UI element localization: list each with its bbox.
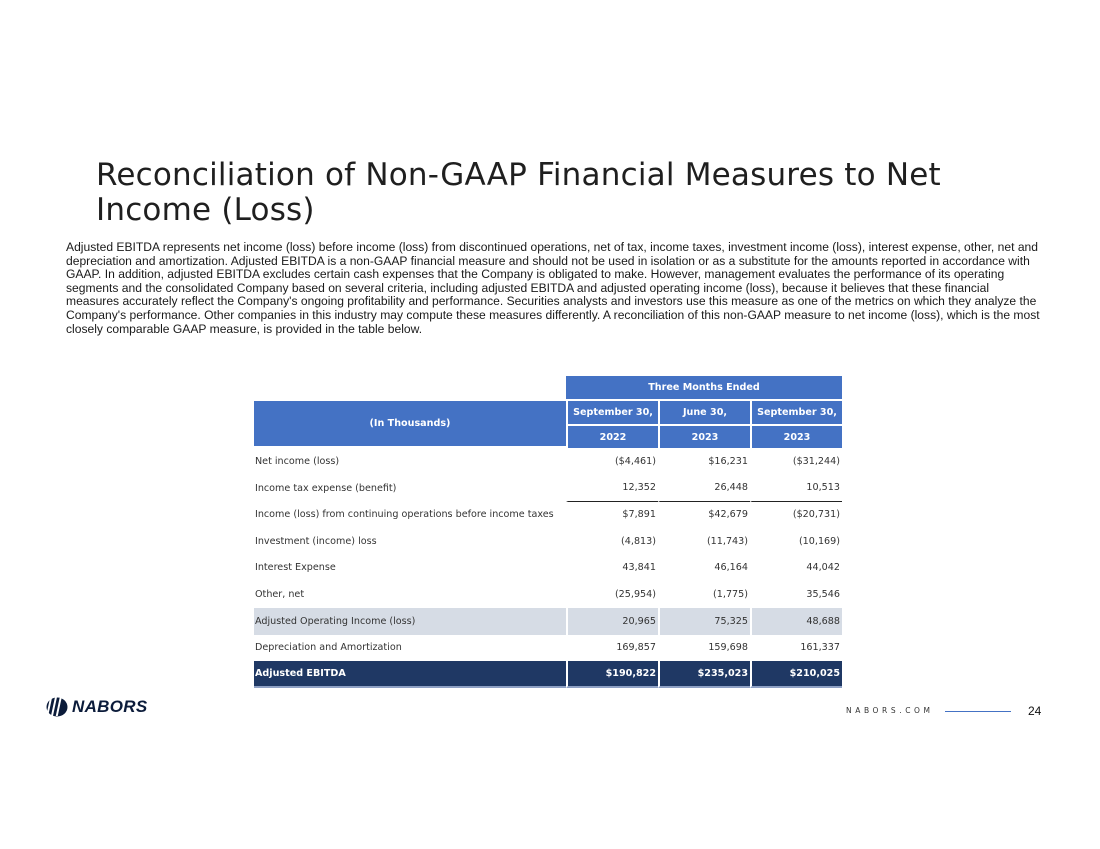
table-row-total: [254, 661, 842, 688]
table-row: [254, 581, 842, 607]
table-row: [254, 448, 842, 474]
cell-value: 75,325: [658, 607, 750, 634]
column-header-year: 2023: [750, 426, 842, 448]
column-header-month: June 30,: [658, 401, 750, 426]
cell-value: 46,164: [658, 555, 750, 581]
row-label: Income tax expense (benefit): [255, 482, 397, 494]
cell-value: $190,822: [566, 661, 658, 688]
row-label: Investment (income) loss: [255, 535, 377, 547]
page-number: 24: [1028, 704, 1042, 718]
nabors-mark-icon: [46, 697, 68, 717]
cell-value: ($4,461): [566, 448, 658, 474]
column-header-month: September 30,: [566, 401, 658, 426]
cell-value: $42,679: [658, 502, 750, 528]
row-label: Adjusted EBITDA: [254, 661, 566, 688]
intro-paragraph: Adjusted EBITDA represents net income (loss) before income (loss) from discontinued operations, net of tax, income taxes, investment income (loss), interest expense, other, net and depreciation and amortization. Adjusted EBITDA is a non-GAAP financial measure and should not be used in isolation or as a substitute for the amounts reported in accordance with GAAP. In addition, adjusted EBITDA excludes certain cash expenses that the Company is obligated to make. However, management evaluates the performance of its operating segments and the consolidated Company based on several criteria, including adjusted EBITDA and adjusted operating income (loss), because it believes that these financial measures accurately reflect the Company's ongoing profitability and performance. Securities analysts and investors use this measure as one of the metrics on which they analyze the Company's performance. Other companies in this industry may compute these measures differently. A reconciliation of this non-GAAP measure to net income (loss), which is the most closely comparable GAAP measure, is provided in the table below.: [66, 240, 1040, 336]
table-row-subtotal: [254, 607, 842, 634]
cell-value: 48,688: [750, 607, 842, 634]
cell-value: ($31,244): [750, 448, 842, 474]
cell-value: $210,025: [750, 661, 842, 688]
cell-value: 10,513: [750, 474, 842, 501]
website-text: NABORS.COM: [846, 706, 934, 715]
cell-value: 35,546: [750, 581, 842, 607]
cell-value: 161,337: [750, 635, 842, 661]
table-row: [254, 528, 842, 554]
column-header-year: 2023: [658, 426, 750, 448]
column-header-year: 2022: [566, 426, 658, 448]
cell-value: (11,743): [658, 528, 750, 554]
cell-value: 159,698: [658, 635, 750, 661]
cell-value: (4,813): [566, 528, 658, 554]
page-title: Reconciliation of Non-GAAP Financial Measures to Net Income (Loss): [96, 157, 941, 228]
row-label: Depreciation and Amortization: [255, 642, 402, 654]
logo-wordmark: NABORS: [72, 697, 148, 716]
nabors-logo: [46, 697, 147, 717]
cell-value: 12,352: [566, 474, 658, 501]
cell-value: ($20,731): [750, 502, 842, 528]
cell-value: (1,775): [658, 581, 750, 607]
cell-value: 43,841: [566, 555, 658, 581]
row-label: Adjusted Operating Income (loss): [254, 607, 566, 634]
reconciliation-table: [254, 376, 842, 688]
cell-value: (10,169): [750, 528, 842, 554]
footer-divider: [945, 711, 1011, 712]
table-row: [254, 502, 842, 528]
table-row: [254, 555, 842, 581]
table-row: [254, 474, 842, 501]
column-header-month: September 30,: [750, 401, 842, 426]
cell-value: (25,954): [566, 581, 658, 607]
cell-value: 26,448: [658, 474, 750, 501]
cell-value: $7,891: [566, 502, 658, 528]
cell-value: $235,023: [658, 661, 750, 688]
table-corner-blank: [254, 376, 566, 401]
row-label: Income (loss) from continuing operations before income taxes: [255, 509, 554, 521]
row-label: Interest Expense: [255, 562, 336, 574]
row-label: Other, net: [255, 588, 305, 600]
cell-value: 169,857: [566, 635, 658, 661]
cell-value: 20,965: [566, 607, 658, 634]
cell-value: 44,042: [750, 555, 842, 581]
row-label: Net income (loss): [255, 455, 340, 467]
cell-value: $16,231: [658, 448, 750, 474]
units-label-header: (In Thousands): [254, 401, 566, 448]
period-header: Three Months Ended: [566, 376, 842, 401]
table-row: [254, 635, 842, 661]
